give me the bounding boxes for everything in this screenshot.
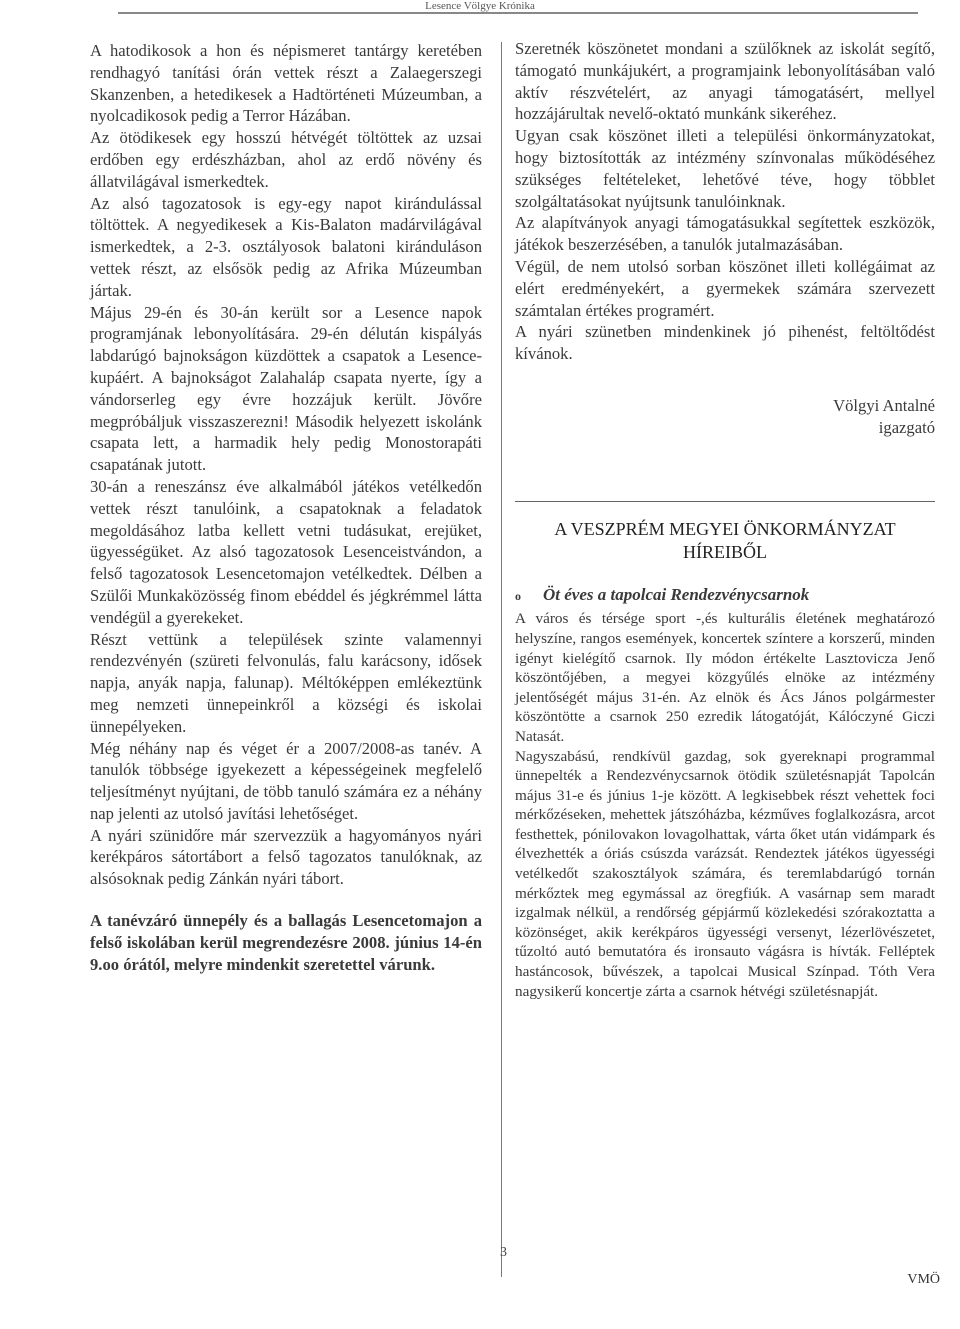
- header-title: Lesence Völgye Krónika: [425, 0, 535, 12]
- paragraph: Részt vettünk a települések szinte valamennyi rendezvényén (szüreti felvonulás, falu karácsony, idősek napja, anyák napja, falunap). Méltóképpen emlékeztünk meg nemzeti ünnepeinkről a községi és iskolai ünnepélyeken.: [90, 629, 482, 736]
- paragraph: Nagyszabású, rendkívül gazdag, sok gyereknapi programmal ünnepelték a Rendezvénycsarnok ötödik születésnapját Tapolcán május 31-e és június 1-je között. A legkisebbek részt vehettek foci mérkőzéseken, mehettek játszóházba, kézműves foglalkozásra, arcot festhettek, pónilovakon lovagolhattak, várta őket után vidámpark és élvezhették a óriás csúszda varázsát. Rendeztek játékos ügyességi vetélkedőt szakosztályok számára, és teremlabdarúgó tornán mérkőztek meg egymással az öregfiúk. A vasárnap sem maradt izgalmak nélkül, a rendőrség gépjármű közlekedési szórakoztatta a közönséget, akik kerékpáros ügyességi versenyt, lézerlövészetet, tűzoltó autó bemutatóra és ironsauto vágásra is hívták. Felléptek hastáncosok, bűvészek, a tapolcai Musical Színpad. Tóth Vera nagysikerű koncertje zárta a csarnok hétvégi születésnapját.: [515, 747, 935, 1000]
- footer-mark: VMÖ: [907, 1272, 940, 1287]
- article-title: Öt éves a tapolcai Rendezvénycsarnok: [543, 584, 810, 604]
- paragraph: 30-án a reneszánsz éve alkalmából játékos vetélkedőn vettek részt tanulóink, a csapatoknak a feladatok megoldásához latba kellett vetni tudásukat, erejüket, ügyességüket. Az alsó tagozatosok Lesenceistvándon, a felső tagozatosok Lesencetomajon vetélkedtek. Délben a Szülői Munkaközösség finom ebéddel és jégkrémmel látta vendégül a gyerekeket.: [90, 476, 482, 627]
- section-rule: [515, 501, 935, 502]
- paragraph: A nyári szünidőre már szervezzük a hagyományos nyári kerékpáros sátortábort a felső tagozatos tanulóknak, az alsósoknak pedig Zánkán nyári tábort.: [90, 825, 482, 889]
- signature-name: Völgyi Antalné: [833, 395, 935, 415]
- section-title: A VESZPRÉM MEGYEI ÖNKORMÁNYZAT HÍREIBŐL: [554, 518, 896, 562]
- right-column: [515, 38, 935, 1001]
- paragraph: Még néhány nap és véget ér a 2007/2008-as tanév. A tanulók többsége igyekezett a képességeinek megfelelő teljesítményt nyújtani, de több tanuló számára ez a néhány nap jelenti az utolsó javítási lehetőséget.: [90, 738, 482, 823]
- paragraph: Az ötödikesek egy hosszú hétvégét töltöttek az uzsai erdőben egy erdészházban, ahol az erdő növény és állatvilágával ismerkedtek.: [90, 128, 482, 191]
- header-rule: [118, 12, 918, 14]
- paragraph: A hatodikosok a hon és népismeret tantárgy keretében rendhagyó tanítási órán vettek részt a Zalaegerszegi Skanzenben, a hetedikesek a Hadtörténeti Múzeumban, a nyolcadikosok pedig a Terror Házában.: [90, 41, 482, 126]
- left-column: [90, 40, 482, 976]
- paragraph: Május 29-én és 30-án került sor a Lesence napok programjának lebonyolítására. 29-én délután kispályás labdarúgó bajnokságon küzdöttek a csapatok a Lesence-kupáért. A bajnokságot Zalahaláp csapata nyerte, így a vándorserleg egy évre hozzájuk került. Jövőre megpróbáljuk visszaszerezni! Második helyezett iskolánk csapata lett, a harmadik hely pedig Monostorapáti csapatának jutott.: [90, 302, 482, 475]
- paragraph: A város és térsége sport -,és kulturális életének meghatározó helyszíne, rangos események, koncertek színtere a korszerű, minden igényt kielégítő csarnok. Ily módon értékelte Lasztovicza Jenő köszöntőjében, a megyei közgyűlés elnöke az intézmény jelentőségét május 31-én. Az elnök és Ács János polgármester köszöntötte a csarnok 250 ezredik látogatóját, Kálóczyné Giczi Natasát.: [515, 610, 935, 745]
- paragraph: Szeretnék köszönetet mondani a szülőknek az iskolát segítő, támogató munkájukért, a programjaink lebonyolításában való aktív részvételért, az anyagi támogatásért, mellyel hozzájárultak nevelő-oktató munkánk sikeréhez.: [515, 39, 935, 124]
- article-body: [515, 609, 935, 1001]
- paragraph: Ugyan csak köszönet illeti a települési önkormányzatokat, hogy biztosították az intézmény színvonalas működéséhez szükséges feltételeket, lehetővé téve, hogy többlet szolgáltatásokat nyújtsunk tanulóinknak.: [515, 126, 935, 211]
- bullet-icon: o: [515, 588, 521, 603]
- article-headline: [515, 584, 935, 608]
- paragraph: A nyári szünetben mindenkinek jó pihenést, feltöltődést kívánok.: [515, 322, 935, 364]
- announcement: A tanévzáró ünnepély és a ballagás Lesencetomajon a felső iskolában kerül megrendezésre 2008. június 14-én 9.oo órától, melyre mindenkit szeretettel várunk.: [90, 911, 482, 975]
- paragraph: Az alsó tagozatosok is egy-egy napot kirándulással töltöttek. A negyedikesek a Kis-Balaton madárvilágával ismerkedtek, a 2-3. osztályosok balatoni kiránduláson vettek részt, az elsősök pedig az Afrika Múzeumban jártak.: [90, 193, 482, 300]
- signature-title: igazgató: [878, 417, 935, 437]
- page-number: 3: [500, 1245, 507, 1260]
- signature: [515, 395, 935, 439]
- paragraph: Az alapítványok anyagi támogatásukkal segítettek eszközök, játékok beszerzésében, a tanulók jutalmazásában.: [515, 213, 935, 255]
- paragraph: Végül, de nem utolsó sorban köszönet illeti kollégáimat az elért eredményekért, a gyermekek számára szervezett számtalan értékes programért.: [515, 256, 935, 320]
- column-divider: [501, 42, 502, 1277]
